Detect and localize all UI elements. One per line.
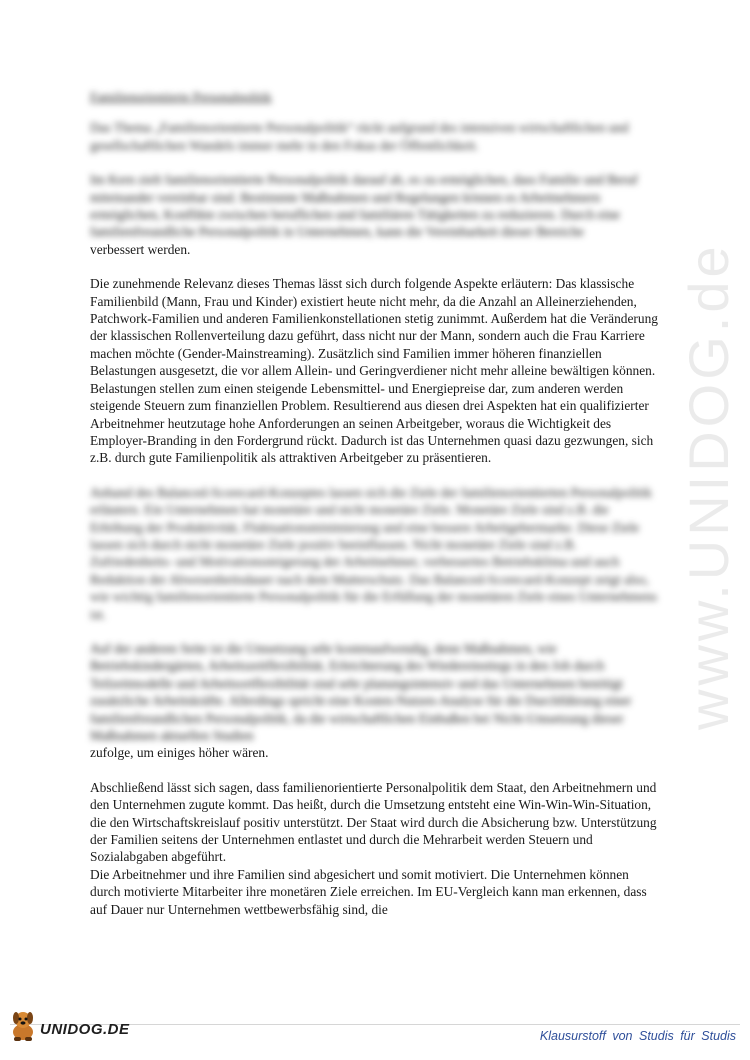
- page-footer: [0, 998, 750, 1048]
- paragraph-costs: [90, 640, 660, 762]
- paragraph-costs-blurred: Auf der anderen Seite ist die Umsetzung sehr kostenaufwendig, denn Maßnahmen, wie Betriebskindergärten, Arbeitszeitflexibilität, Erleichterung des Wiedereinstiegs in den Job durch Teilzeitmodelle und Arbeitsortflexibilität sind sehr planungsintensiv und das Unternehmen benötigt zusätzliche Arbeitskräfte. Allerdings spricht eine Kosten-Nutzen-Analyse für die Durchführung einer familienfreundlichen Personalpolitik, da die wirtschaftlichen Einbußen bei Nicht-Umsetzung dieser Maßnahmen aktuellen Studien: [90, 640, 632, 743]
- unidog-logo[interactable]: [8, 1002, 130, 1042]
- paragraph-costs-visible: zufolge, um einiges höher wären.: [90, 745, 269, 761]
- paragraph-conclusion-part2: Die Arbeitnehmer und ihre Familien sind abgesichert und somit motiviert. Die Unternehmen können durch motivierte Mitarbeiter ihre monetären Ziele erreichen. Im EU-Vergleich kann man erkennen, dass auf Dauer nur Unternehmen wettbewerbsfähig sind, die: [90, 866, 647, 917]
- paragraph-intro: Das Thema „Familienorientierte Personalpolitik“ rückt aufgrund des intensiven wirtschaftlichen und gesellschaftlichen Wandels immer mehr in den Fokus der Öffentlichkeit.: [90, 120, 629, 153]
- document-body: [90, 88, 660, 918]
- footer-tagline: Klausurstoff von Studis für Studis: [539, 1029, 736, 1043]
- paragraph-core: [90, 171, 660, 258]
- paragraph-conclusion-part1: Abschließend lässt sich sagen, dass familienorientierte Personalpolitik dem Staat, den Arbeitnehmern und den Unternehmen zugute kommt. Das heißt, durch die Umsetzung entsteht eine Win-Win-Win-Situation, die den Wirtschaftskreislauf positiv unterstützt. Der Staat wird durch die Absicherung bzw. Unterstützung der Familien seitens der Unternehmen entlastet und durch die Mehrarbeit werden Steuern und Sozialabgaben abgeführt.: [90, 779, 657, 865]
- paragraph-balanced-scorecard: Anhand des Balanced-Scorecard-Konzeptes lassen sich die Ziele der familienorientierten Personalpolitik erläutern. Ein Unternehmen hat monetäre und nicht monetäre Ziele. Monetäre Ziele sind z.B. die Erhöhung der Produktivität, Fluktuationsminimierung und eine bessere Arbeitgebermarke. Diese Ziele lassen sich durch nicht monetäre Ziele positiv beeinflussen. Nicht monetäre Ziele sind z.B. Zufriedenheits- und Motivationssteigerung der Arbeitnehmer, verbessertes Betriebsklima und auch Reduktion der Abwesenheitsdauer nach dem Mutterschutz. Das Balanced-Scorecard-Konzept zeigt also, wie wichtig familienorientierte Personalpolitik für die Erfüllung der monetären Ziele eines Unternehmens ist.: [90, 484, 658, 622]
- logo-text: UNIDOG.DE: [40, 1021, 130, 1038]
- paragraph-conclusion: [90, 779, 660, 918]
- watermark-holder: [676, 242, 740, 731]
- document-heading: Familienorientierte Personalpolitik: [90, 89, 272, 104]
- paragraph-relevance: Die zunehmende Relevanz dieses Themas lässt sich durch folgende Aspekte erläutern: Das klassische Familienbild (Mann, Frau und Kinder) existiert heute nicht mehr, da die Anzahl an Alleinerziehenden, Patchwork-Familien und anderen Familienkonstellationen stetig zunimmt. Außerdem hat die Veränderung der klassischen Rollenverteilung dazu geführt, dass nicht nur der Mann, sondern auch die Frau Karriere machen möchte (Gender-Mainstreaming). Zusätzlich sind Familien immer höheren finanziellen Belastungen ausgesetzt, die vor allem Allein- und Geringverdiener nicht mehr alleine bewältigen können. Belastungen stellen zum einen steigende Lebensmittel- und Energiepreise dar, zum anderen werden steigende Steuern zum finanziellen Problem. Resultierend aus diesen drei Aspekten hat ein qualifizierter Arbeitnehmer heutzutage hohe Anforderungen an seinen Arbeitgeber, woraus die Wichtigkeit des Employer-Branding in den Fordergrund rückt. Dadurch ist das Unternehmen quasi dazu gezwungen, sich z.B. durch gute Familienpolitik als attraktiven Arbeitgeber zu präsentieren.: [90, 276, 658, 466]
- dog-logo-icon: [8, 1008, 38, 1042]
- paragraph-core-blurred: Im Kern zielt familienorientierte Personalpolitik darauf ab, es zu ermöglichen, dass Familie und Beruf miteinander vereinbar sind. Bestimmte Maßnahmen und Regelungen können es Arbeitnehmern ermöglichen, Konflikte zwischen beruflichen und familiären Tätigkeiten zu reduzieren. Durch eine familienfreundliche Personalpolitik in Unternehmen, kann die Vereinbarkeit dieser Bereiche: [90, 172, 638, 240]
- watermark-text: www.UNIDOG.de: [677, 242, 740, 730]
- paragraph-core-visible: verbessert werden.: [90, 241, 191, 257]
